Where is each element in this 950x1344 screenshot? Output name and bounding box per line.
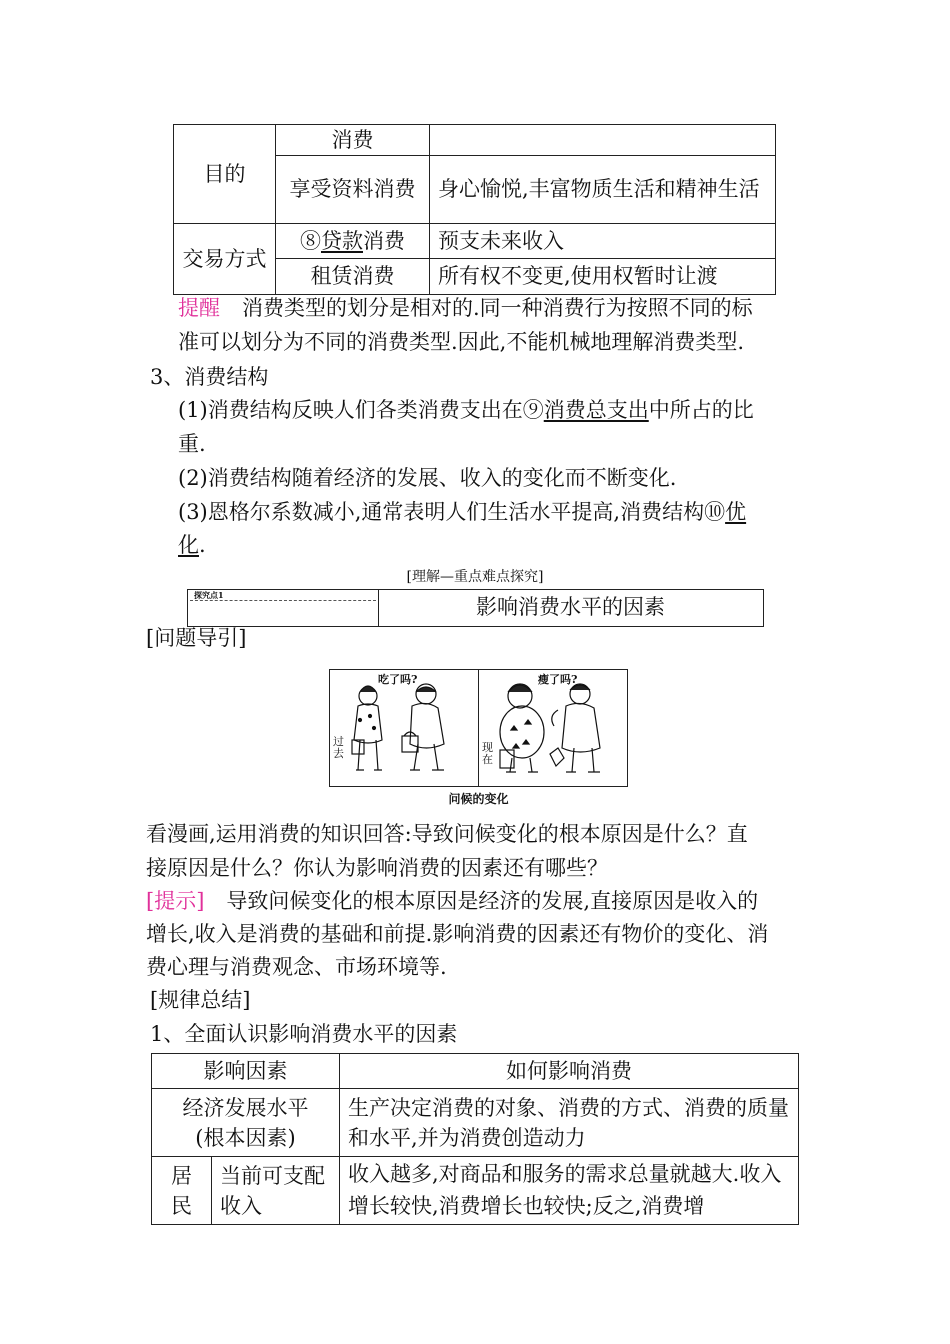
consumption-label: 消费 — [276, 125, 430, 156]
section-title: 3、消费结构 — [150, 365, 269, 389]
structure-point-3 — [178, 496, 746, 528]
reminder-tag: 提醒 — [178, 296, 220, 320]
optimize-answer-2: 化 — [178, 533, 199, 557]
hint-text-1: 导致问候变化的根本原因是经济的发展,直接原因是收入的 — [226, 889, 759, 913]
loan-consumption-desc: 预支未来收入 — [430, 224, 776, 259]
consumption-type-table — [173, 124, 776, 295]
structure-point-1-a: (1)消费结构反映人们各类消费支出在⑨ — [178, 398, 544, 422]
purpose-label: 目的 — [174, 125, 276, 224]
explore-tag-cell — [188, 590, 379, 626]
past-tag: 过去 — [333, 735, 344, 760]
economic-level-cell — [152, 1089, 340, 1157]
hint-line-3: 费心理与消费观念、市场环境等. — [146, 955, 447, 979]
guide-label: [问题导引] — [146, 626, 247, 650]
loan-answer: 贷款 — [321, 229, 363, 253]
enjoy-consumption-label: 享受资料消费 — [276, 156, 430, 224]
explore-title: 影响消费水平的因素 — [476, 595, 665, 619]
effect-header: 如何影响消费 — [340, 1054, 799, 1089]
right-speech-bubble: 瘦了吗? — [538, 673, 578, 686]
explore-tag-rule — [190, 600, 376, 601]
lease-consumption-label: 租赁消费 — [276, 259, 430, 294]
disposable-income-label: 当前可支配收入 — [212, 1157, 340, 1225]
loan-suffix: 消费 — [363, 229, 405, 253]
loan-consumption-label — [276, 224, 430, 259]
optimize-answer-1: 优 — [725, 500, 747, 524]
hint-line-1 — [146, 885, 758, 917]
cartoon-frame — [329, 669, 628, 787]
left-speech-bubble: 吃了吗? — [378, 673, 418, 686]
structure-point-3-end: . — [199, 533, 206, 557]
hint-line-2: 增长,收入是消费的基础和前提.影响消费的因素还有物价的变化、消 — [146, 922, 769, 946]
hint-tag: [提示] — [146, 889, 205, 913]
summary-label: [规律总结] — [150, 988, 251, 1012]
cartoon-caption: 问候的变化 — [448, 792, 509, 806]
explore-heading: [理解—重点难点探究] — [406, 569, 544, 585]
question-line-1: 看漫画,运用消费的知识回答:导致问候变化的根本原因是什么？直 — [146, 822, 748, 846]
economic-level-sub: (根本因素) — [195, 1125, 296, 1150]
structure-point-1-b: 中所占的比 — [648, 398, 754, 422]
summary-point-1: 1、全面认识影响消费水平的因素 — [150, 1022, 458, 1046]
structure-point-2: (2)消费结构随着经济的发展、收入的变化而不断变化. — [178, 466, 677, 490]
structure-point-3-cont — [178, 529, 206, 561]
resident-label: 居民 — [152, 1157, 212, 1225]
reminder-text-1: 消费类型的划分是相对的.同一种消费行为按照不同的标 — [242, 296, 753, 320]
explore-tag: 探究点1 — [194, 590, 224, 600]
lease-consumption-desc: 所有权不变更,使用权暂时让渡 — [430, 259, 776, 294]
reminder-text-2: 准可以划分为不同的消费类型.因此,不能机械地理解消费类型. — [178, 330, 745, 354]
structure-point-1 — [178, 394, 754, 426]
enjoy-consumption-desc: 身心愉悦,丰富物质生活和精神生活 — [430, 156, 776, 224]
economic-level-desc: 生产决定消费的对象、消费的方式、消费的质量和水平,并为消费创造动力 — [340, 1089, 799, 1157]
cartoon-illustration — [330, 670, 627, 786]
consumption-desc — [430, 125, 776, 156]
structure-point-1-c: 重. — [178, 432, 206, 456]
structure-point-3-a: (3)恩格尔系数减小,通常表明人们生活水平提高,消费结构⑩ — [178, 500, 726, 524]
factor-header: 影响因素 — [152, 1054, 340, 1089]
total-expenditure-answer: 消费总支出 — [543, 398, 649, 422]
explore-box — [187, 589, 764, 627]
loan-number: ⑧ — [300, 229, 321, 253]
disposable-income-desc: 收入越多,对商品和服务的需求总量就越大.收入增长较快,消费增长也较快;反之,消费增 — [340, 1157, 799, 1225]
question-line-2: 接原因是什么？你认为影响消费的因素还有哪些？ — [146, 856, 608, 880]
reminder-line-1 — [178, 292, 753, 324]
trade-method-label: 交易方式 — [174, 224, 276, 295]
consumption-factors-table — [151, 1053, 799, 1225]
economic-level-label: 经济发展水平 — [182, 1095, 309, 1120]
present-tag: 现在 — [482, 741, 493, 766]
